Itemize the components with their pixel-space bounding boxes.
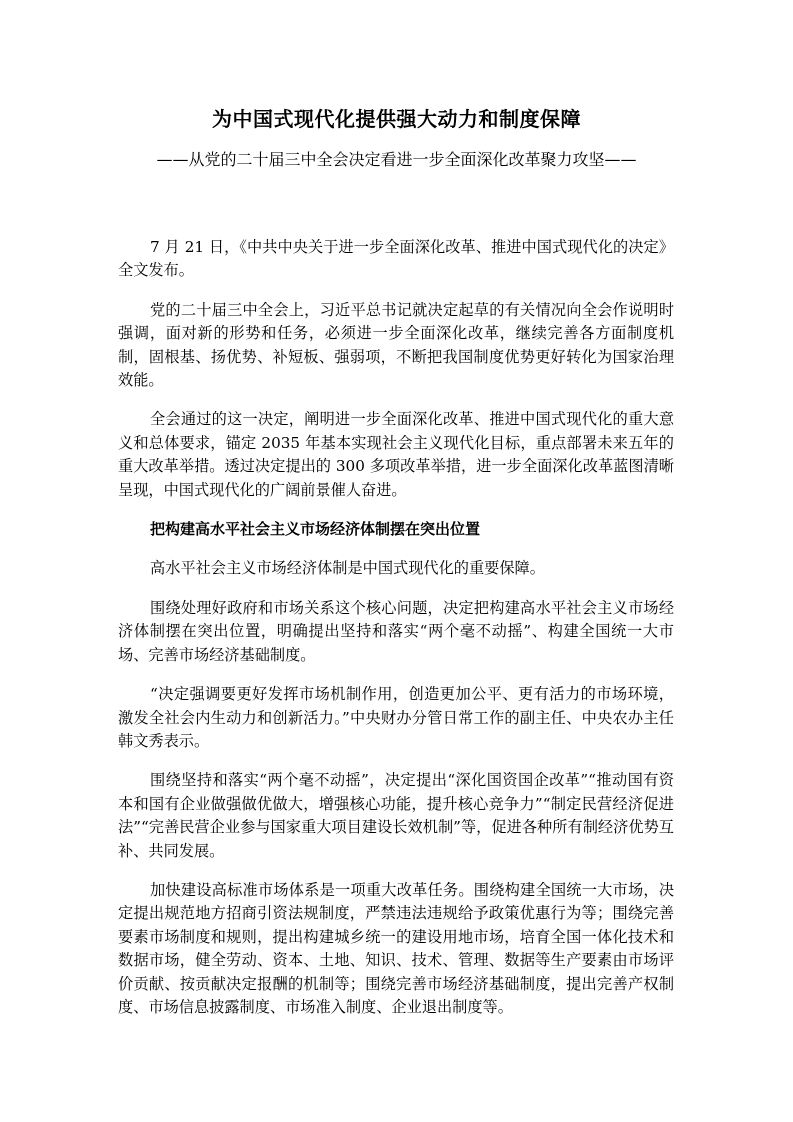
paragraph: 加快建设高标准市场体系是一项重大改革任务。围绕构建全国统一大市场，决定提出规范地方招商引资法规制度，严禁违法违规给予政策优惠行为等；围绕完善要素市场制度和规则，提出构建城乡统一的建设用地市场，培育全国一体化技术和数据市场，健全劳动、资本、土地、知识、技术、管理、数据等生产要素由市场评价贡献、按贡献决定报酬的机制等；围绕完善市场经济基础制度，提出完善产权制度、市场信息披露制度、市场准入制度、企业退出制度等。 <box>118 880 674 1016</box>
paragraph: “决定强调要更好发挥市场机制作用，创造更加公平、更有活力的市场环境，激发全社会内生动力和创新活力。”中央财办分管日常工作的副主任、中央农办主任韩文秀表示。 <box>118 685 674 750</box>
paragraph: 围绕处理好政府和市场关系这个核心问题，决定把构建高水平社会主义市场经济体制摆在突出位置，明确提出坚持和落实“两个毫不动摇”、构建全国统一大市场、完善市场经济基础制度。 <box>118 598 674 664</box>
section-heading: 把构建高水平社会主义市场经济体制摆在突出位置 <box>150 520 481 539</box>
paragraph: 7 月 21 日，《中共中央关于进一步全面深化改革、推进中国式现代化的决定》全文发布。 <box>118 238 674 280</box>
paragraph: 党的二十届三中全会上，习近平总书记就决定起草的有关情况向全会作说明时强调，面对新的形势和任务，必须进一步全面深化改革，继续完善各方面制度机制，固根基、扬优势、补短板、强弱项，不断把我国制度优势更好转化为国家治理效能。 <box>118 300 674 390</box>
paragraph: 高水平社会主义市场经济体制是中国式现代化的重要保障。 <box>150 559 545 578</box>
document-subtitle: ——从党的二十届三中全会决定看进一步全面深化改革聚力攻坚—— <box>156 150 637 169</box>
document-body <box>118 236 674 1035</box>
paragraph: 围绕坚持和落实“两个毫不动摇”，决定提出“深化国资国企改革”“推动国有资本和国有企业做强做优做大，增强核心功能，提升核心竞争力”“制定民营经济促进法”“完善民营企业参与国家重大项目建设长效机制”等，促进各种所有制经济优势互补、共同发展。 <box>118 771 674 860</box>
paragraph: 全会通过的这一决定，阐明进一步全面深化改革、推进中国式现代化的重大意义和总体要求，锚定 2035 年基本实现社会主义现代化目标，重点部署未来五年的重大改革举措。透过决定提出的 300 多项改革举措，进一步全面深化改革蓝图清晰呈现，中国式现代化的广阔前景催人奋进。 <box>118 410 674 499</box>
document-title: 为中国式现代化提供强大动力和制度保障 <box>212 107 581 131</box>
